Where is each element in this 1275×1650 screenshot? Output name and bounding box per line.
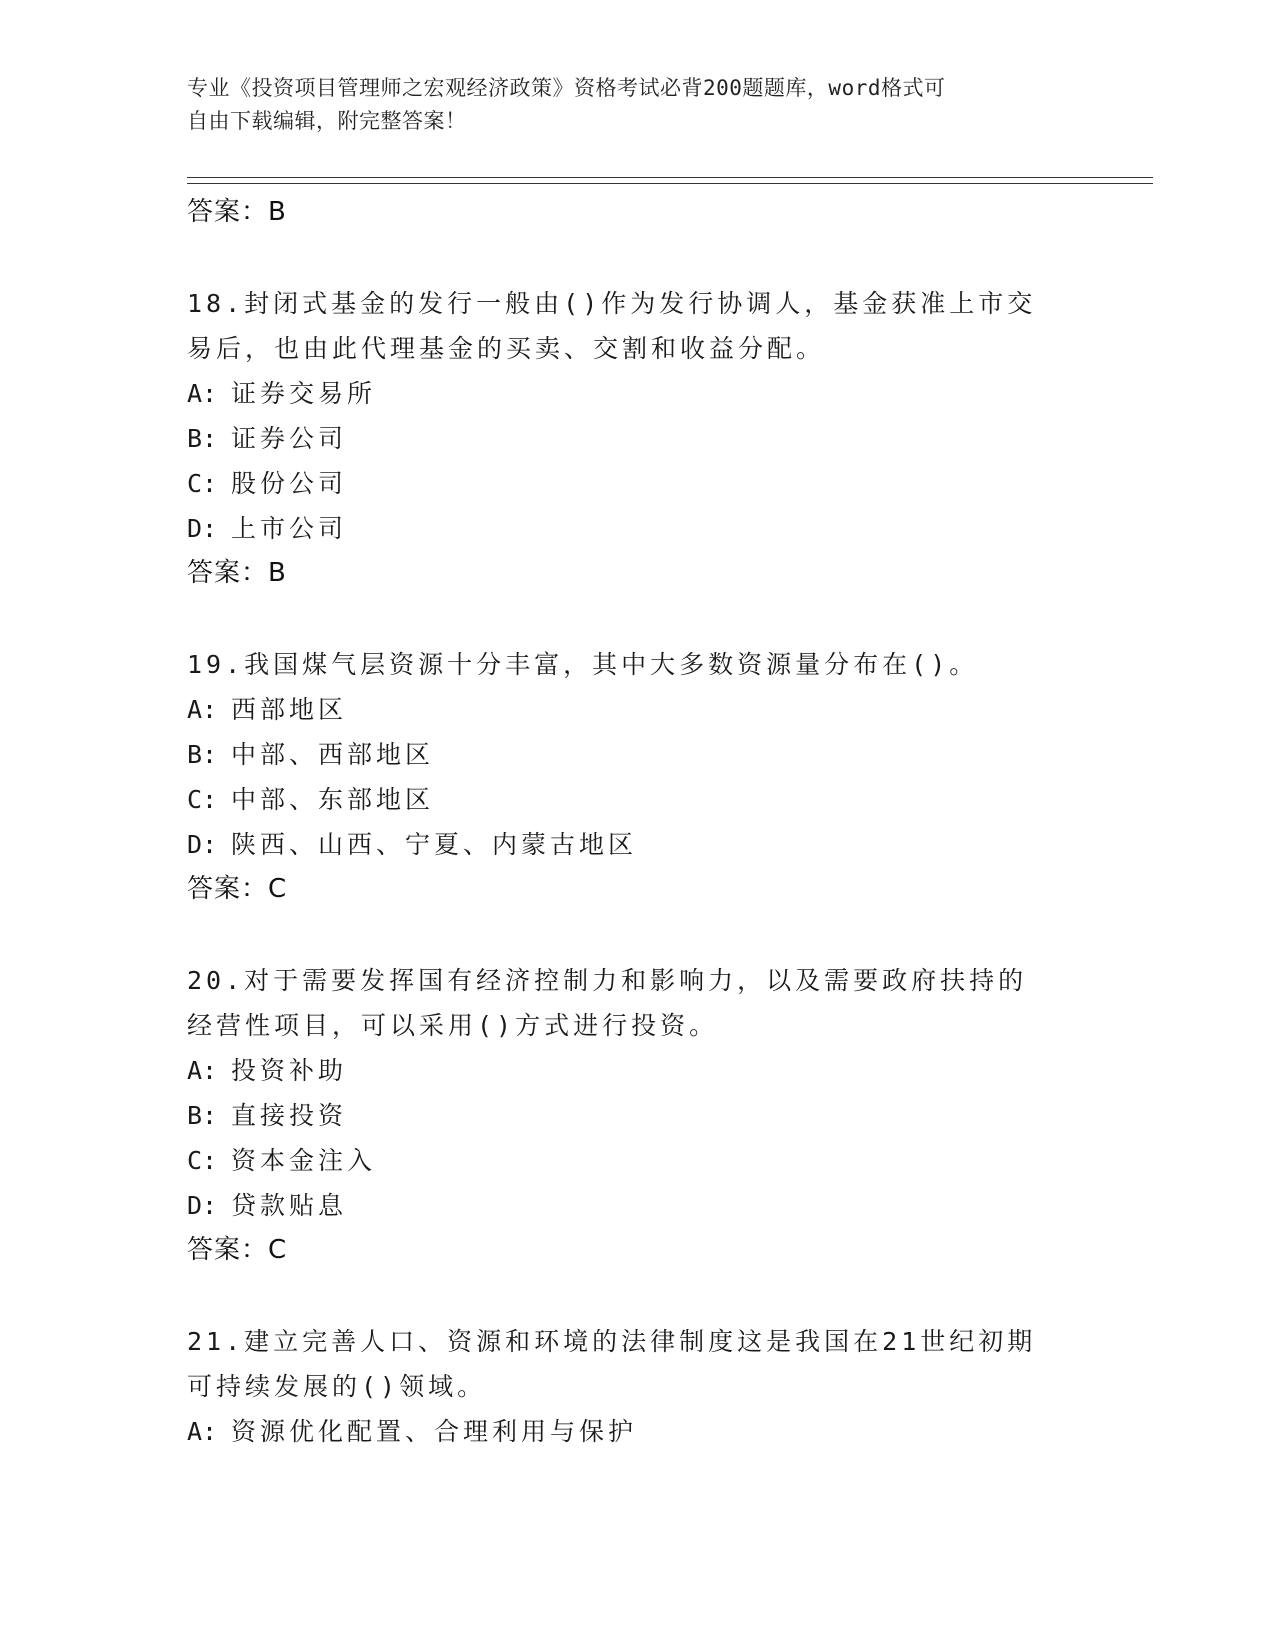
option-d: D: 贷款贴息 — [187, 1191, 348, 1220]
question-21 — [187, 1319, 1087, 1454]
question-text: 19.我国煤气层资源十分丰富，其中大多数资源量分布在()。 — [187, 650, 979, 679]
question-text: 18.封闭式基金的发行一般由()作为发行协调人，基金获准上市交易后，也由此代理基金的买卖、交割和收益分配。 — [187, 289, 1037, 363]
answer-line: 答案：B — [187, 558, 287, 588]
question-20 — [187, 958, 1087, 1273]
header-divider-bottom — [187, 183, 1153, 184]
answer-line: 答案：C — [187, 874, 288, 904]
question-text: 20.对于需要发挥国有经济控制力和影响力，以及需要政府扶持的经营性项目，可以采用()方式进行投资。 — [187, 966, 1028, 1040]
option-a: A: 西部地区 — [187, 695, 348, 724]
option-a: A: 资源优化配置、合理利用与保护 — [187, 1417, 638, 1446]
option-c: C: 资本金注入 — [187, 1146, 377, 1175]
question-list — [187, 190, 1087, 1454]
option-a: A: 证券交易所 — [187, 379, 377, 408]
header-line-2: 自由下载编辑，附完整答案！ — [187, 109, 467, 133]
option-c: C: 中部、东部地区 — [187, 785, 435, 814]
document-header — [187, 72, 1067, 138]
answer-line: 答案：B — [187, 197, 287, 227]
question-text: 21.建立完善人口、资源和环境的法律制度这是我国在21世纪初期可持续发展的()领域。 — [187, 1327, 1037, 1401]
question-19 — [187, 642, 1087, 912]
option-b: B: 直接投资 — [187, 1101, 348, 1130]
option-b: B: 中部、西部地区 — [187, 740, 435, 769]
option-a: A: 投资补助 — [187, 1056, 348, 1085]
option-d: D: 上市公司 — [187, 514, 348, 543]
header-line-1: 专业《投资项目管理师之宏观经济政策》资格考试必背200题题库，word格式可 — [187, 76, 946, 100]
option-d: D: 陕西、山西、宁夏、内蒙古地区 — [187, 830, 638, 859]
option-b: B: 证券公司 — [187, 424, 348, 453]
question-18 — [187, 281, 1087, 596]
answer-line: 答案：C — [187, 1235, 288, 1265]
header-divider-top — [187, 177, 1153, 178]
option-c: C: 股份公司 — [187, 469, 348, 498]
